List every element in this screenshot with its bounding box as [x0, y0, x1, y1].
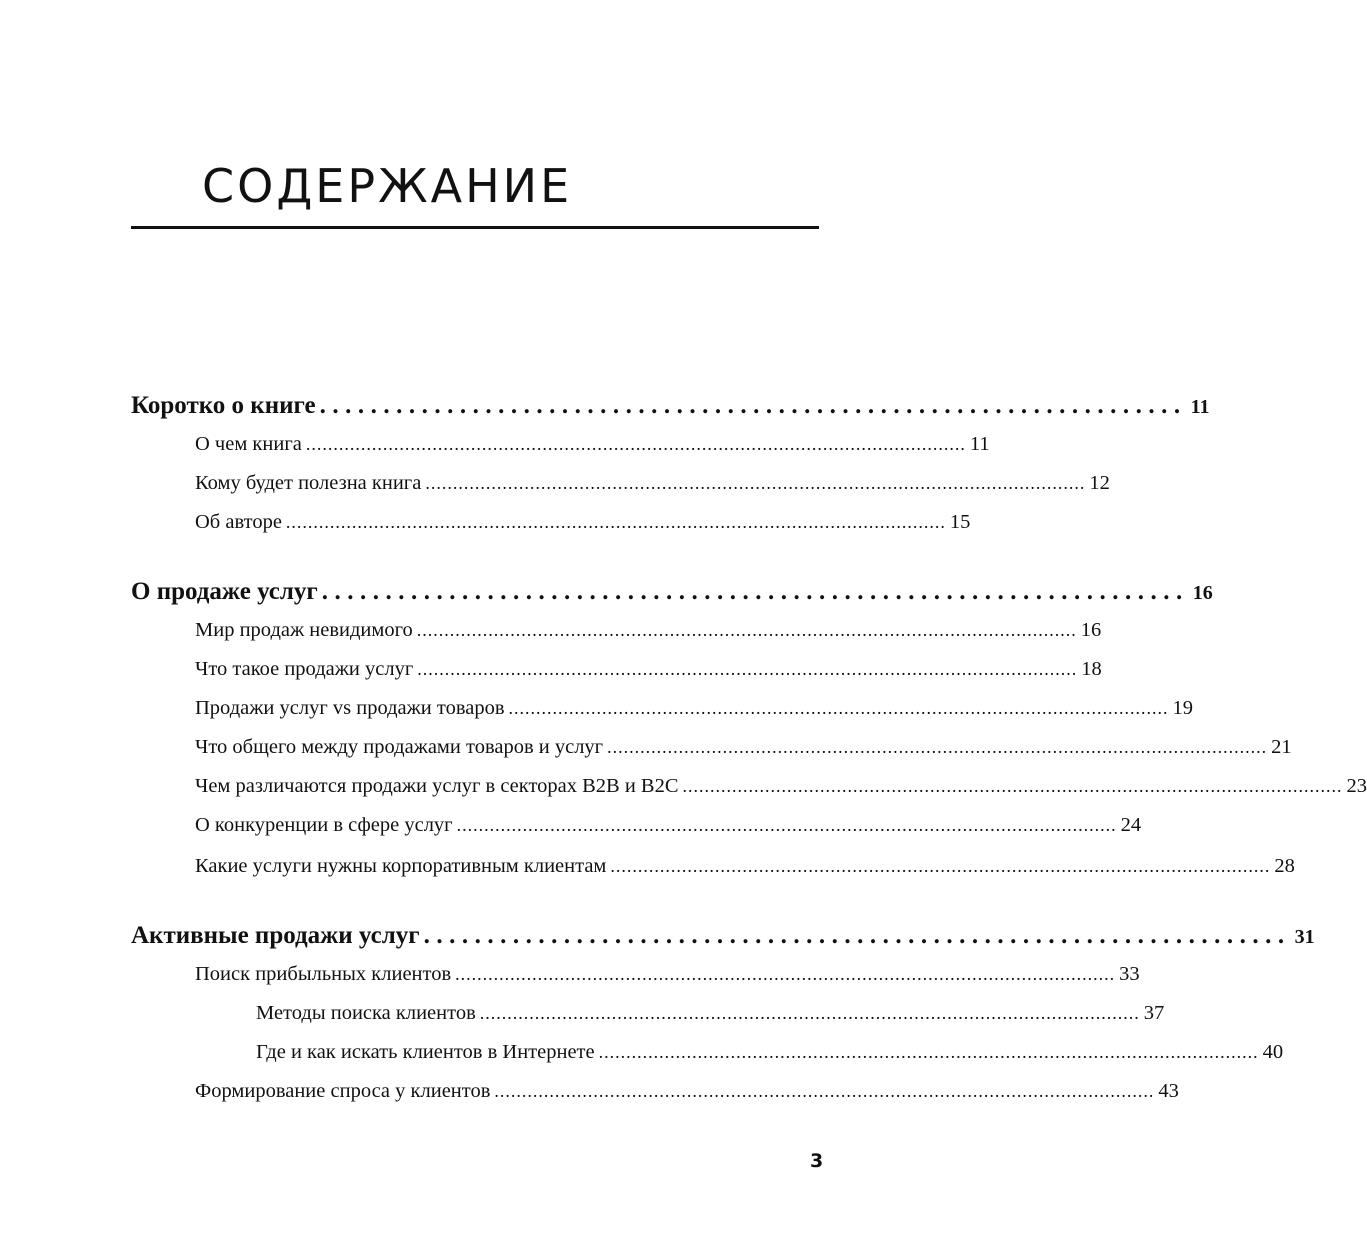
- toc-entry-title: Методы поиска клиентов: [256, 1002, 476, 1024]
- toc-entry-title: О продаже услуг: [131, 578, 318, 605]
- toc-entry-title: Где и как искать клиентов в Интернете: [256, 1041, 595, 1063]
- toc-page-number: 16: [1192, 582, 1213, 604]
- toc-entry-title: О конкуренции в сфере услуг: [195, 814, 453, 836]
- toc-entry-title: Продажи услуг vs продажи товаров: [195, 697, 505, 719]
- page-number: 3: [810, 1150, 824, 1172]
- toc-page-number: 15: [949, 511, 971, 533]
- toc-chapter[interactable]: [131, 922, 1315, 956]
- toc-entry-title: Какие услуги нужны корпоративным клиентам: [195, 855, 607, 877]
- toc-subentry[interactable]: [256, 1002, 1165, 1032]
- dot-leader: ....................................................................: [319, 392, 1187, 419]
- toc-page-number: 12: [1089, 472, 1110, 494]
- toc-subentry[interactable]: [256, 1041, 1284, 1071]
- toc-entry[interactable]: [195, 855, 1295, 885]
- title-underline: [131, 226, 819, 229]
- toc-entry-title: Активные продажи услуг: [131, 922, 420, 949]
- toc-entry-title: Коротко о книге: [131, 392, 316, 419]
- toc-page-number: 33: [1119, 963, 1140, 985]
- dot-leader: ....................................................................: [423, 922, 1291, 949]
- dot-leader: ........................................................................................................................: [494, 1081, 1155, 1101]
- toc-page-number: 11: [1190, 396, 1210, 418]
- toc-page-number: 37: [1143, 1002, 1165, 1024]
- dot-leader: ........................................................................................................................: [479, 1003, 1140, 1023]
- dot-leader: ........................................................................................................................: [416, 620, 1077, 640]
- toc-entry[interactable]: [195, 963, 1140, 993]
- toc-entry-title: Формирование спроса у клиентов: [195, 1080, 491, 1102]
- toc-entry-title: Что общего между продажами товаров и услуг: [195, 736, 604, 758]
- toc-entry[interactable]: [195, 736, 1292, 766]
- toc-page-number: 11: [969, 433, 990, 455]
- toc-page-number: 40: [1262, 1041, 1284, 1063]
- page-title: СОДЕРЖАНИЕ: [202, 159, 573, 213]
- dot-leader: ........................................................................................................................: [456, 815, 1117, 835]
- toc-entry[interactable]: [195, 511, 971, 541]
- toc-entry-title: Чем различаются продажи услуг в секторах B2B и B2C: [195, 775, 679, 797]
- dot-leader: ........................................................................................................................: [610, 856, 1271, 876]
- toc-entry[interactable]: [195, 472, 1110, 502]
- dot-leader: ....................................................................: [321, 578, 1189, 605]
- toc-chapter[interactable]: [131, 578, 1213, 612]
- toc-entry[interactable]: [195, 775, 1367, 805]
- toc-entry[interactable]: [195, 619, 1102, 649]
- dot-leader: ........................................................................................................................: [285, 512, 946, 532]
- toc-entry-title: Об авторе: [195, 511, 282, 533]
- toc-page-number: 23: [1346, 775, 1367, 797]
- dot-leader: ........................................................................................................................: [607, 737, 1268, 757]
- dot-leader: ........................................................................................................................: [508, 698, 1169, 718]
- dot-leader: ........................................................................................................................: [598, 1042, 1259, 1062]
- toc-chapter[interactable]: [131, 392, 1210, 426]
- toc-entry[interactable]: [195, 433, 990, 463]
- toc-entry-title: Мир продаж невидимого: [195, 619, 413, 641]
- toc-page-number: 43: [1158, 1080, 1179, 1102]
- toc-entry-title: Поиск прибыльных клиентов: [195, 963, 452, 985]
- toc-entry[interactable]: [195, 658, 1102, 688]
- toc-page-number: 31: [1294, 926, 1315, 948]
- toc-entry[interactable]: [195, 697, 1194, 727]
- toc-page-number: 28: [1274, 855, 1295, 877]
- dot-leader: ........................................................................................................................: [682, 776, 1343, 796]
- toc-entry[interactable]: [195, 814, 1142, 844]
- dot-leader: ........................................................................................................................: [305, 434, 966, 454]
- toc-page-number: 16: [1080, 619, 1102, 641]
- dot-leader: ........................................................................................................................: [425, 473, 1086, 493]
- toc-entry-title: Кому будет полезна книга: [195, 472, 422, 494]
- toc-page-number: 18: [1081, 658, 1102, 680]
- dot-leader: ........................................................................................................................: [417, 659, 1078, 679]
- toc-entry-title: О чем книга: [195, 433, 302, 455]
- toc-page-number: 24: [1120, 814, 1142, 836]
- toc-page-number: 21: [1271, 736, 1292, 758]
- toc-entry-title: Что такое продажи услуг: [195, 658, 414, 680]
- toc-entry[interactable]: [195, 1080, 1179, 1110]
- toc-page-number: 19: [1172, 697, 1194, 719]
- dot-leader: ........................................................................................................................: [455, 964, 1116, 984]
